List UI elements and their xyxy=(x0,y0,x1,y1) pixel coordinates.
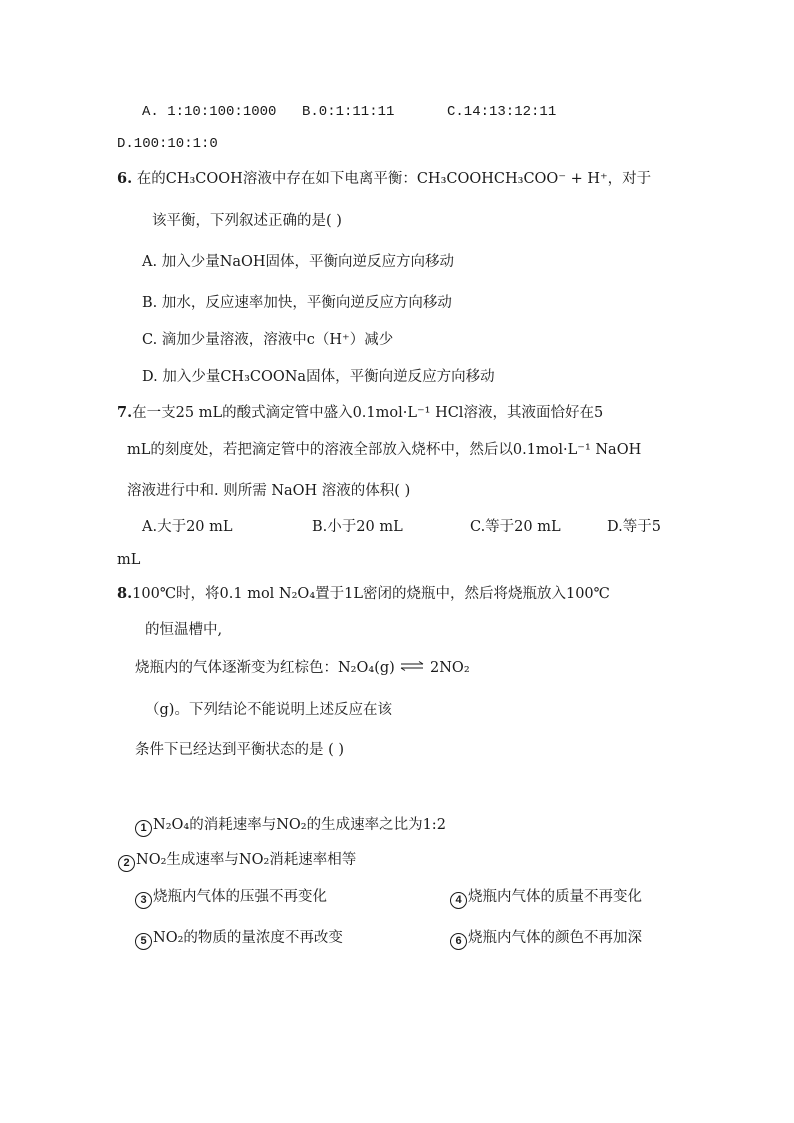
q6-option-a: A. 加入少量NaOH固体，平衡向逆反应方向移动 xyxy=(142,254,455,270)
q8-line3-post: 2NO₂ xyxy=(430,660,470,676)
statement-text: 烧瓶内气体的颜色不再加深 xyxy=(468,930,642,946)
q6-stem-pre: 在的 xyxy=(136,171,166,187)
q5-option-c: C.14:13:12:11 xyxy=(447,104,557,120)
circled-number-1-icon: 1 xyxy=(135,820,152,837)
q5-option-d: D.100:10:1:0 xyxy=(117,136,218,152)
q7-stem-line2: mL的刻度处，若把滴定管中的溶液全部放入烧杯中，然后以0.1mol·L⁻¹ NaOH xyxy=(127,442,642,458)
q8-stem-line4: （g)。下列结论不能说明上述反应在该 xyxy=(145,702,392,718)
q6-option-c: C. 滴加少量溶液，溶液中c（H⁺）减少 xyxy=(142,332,394,348)
circled-number-3-icon: 3 xyxy=(135,892,152,909)
q8-line3-pre: 烧瓶内的气体逐渐变为红棕色：N₂O₄(g) xyxy=(135,660,395,676)
q7-line1: 在一支25 mL的酸式滴定管中盛入0.1mol·L⁻¹ HCl溶液，其液面恰好在5 xyxy=(132,405,604,421)
statement-3 xyxy=(135,887,327,909)
q6-stem-mid: 溶液中存在如下电离平衡： xyxy=(242,171,417,187)
q6-option-b: B. 加水，反应速率加快，平衡向逆反应方向移动 xyxy=(142,295,452,311)
statement-5 xyxy=(135,928,343,950)
circled-number-4-icon: 4 xyxy=(450,892,467,909)
statement-4 xyxy=(450,887,642,909)
q8-line1: 100℃时，将0.1 mol N₂O₄置于1L密闭的烧瓶中，然后将烧瓶放入100℃ xyxy=(132,586,610,602)
circled-number-5-icon: 5 xyxy=(135,933,152,950)
statement-text: 烧瓶内气体的压强不再变化 xyxy=(153,889,327,905)
q7-option-b: B.小于20 mL xyxy=(312,519,403,535)
q6-equation: CH₃COOHCH₃COO⁻ + H⁺ xyxy=(416,171,608,187)
q7-option-d-cont: mL xyxy=(117,552,141,568)
q7-stem-line1 xyxy=(117,403,603,423)
q6-stem xyxy=(117,169,651,189)
statement-2 xyxy=(118,850,356,872)
q7-option-d: D.等于5 xyxy=(607,519,661,535)
statement-text: NO₂生成速率与NO₂消耗速率相等 xyxy=(136,852,357,868)
q8-number: 8. xyxy=(117,585,133,602)
q8-stem-line5: 条件下已经达到平衡状态的是 ( ) xyxy=(135,742,345,758)
q7-stem-line3: 溶液进行中和. 则所需 NaOH 溶液的体积( ) xyxy=(127,483,411,499)
equilibrium-arrow-icon xyxy=(399,661,425,671)
q8-stem-line2: 的恒温槽中, xyxy=(145,622,223,638)
statement-text: 烧瓶内气体的质量不再变化 xyxy=(468,889,642,905)
q8-stem-line3 xyxy=(135,658,470,678)
q5-option-b: B.0:1:11:11 xyxy=(302,104,395,120)
q7-number: 7. xyxy=(117,404,133,421)
q6-stem-post: ，对于 xyxy=(607,171,652,187)
q5-option-a: A. 1:10:100:1000 xyxy=(142,104,277,120)
statement-text: NO₂的物质的量浓度不再改变 xyxy=(153,930,343,946)
circled-number-6-icon: 6 xyxy=(450,933,467,950)
circled-number-2-icon: 2 xyxy=(118,855,135,872)
q6-number: 6. xyxy=(117,170,133,187)
q7-option-c: C.等于20 mL xyxy=(470,519,561,535)
q6-acid: CH₃COOH xyxy=(165,171,243,187)
q7-option-a: A.大于20 mL xyxy=(142,519,233,535)
statement-text: N₂O₄的消耗速率与NO₂的生成速率之比为1:2 xyxy=(153,817,446,833)
statement-6 xyxy=(450,928,642,950)
q8-stem-line1 xyxy=(117,584,610,604)
q6-option-d: D. 加入少量CH₃COONa固体，平衡向逆反应方向移动 xyxy=(142,369,495,385)
q6-stem-line2: 该平衡，下列叙述正确的是( ) xyxy=(152,213,342,229)
statement-1 xyxy=(135,815,446,837)
